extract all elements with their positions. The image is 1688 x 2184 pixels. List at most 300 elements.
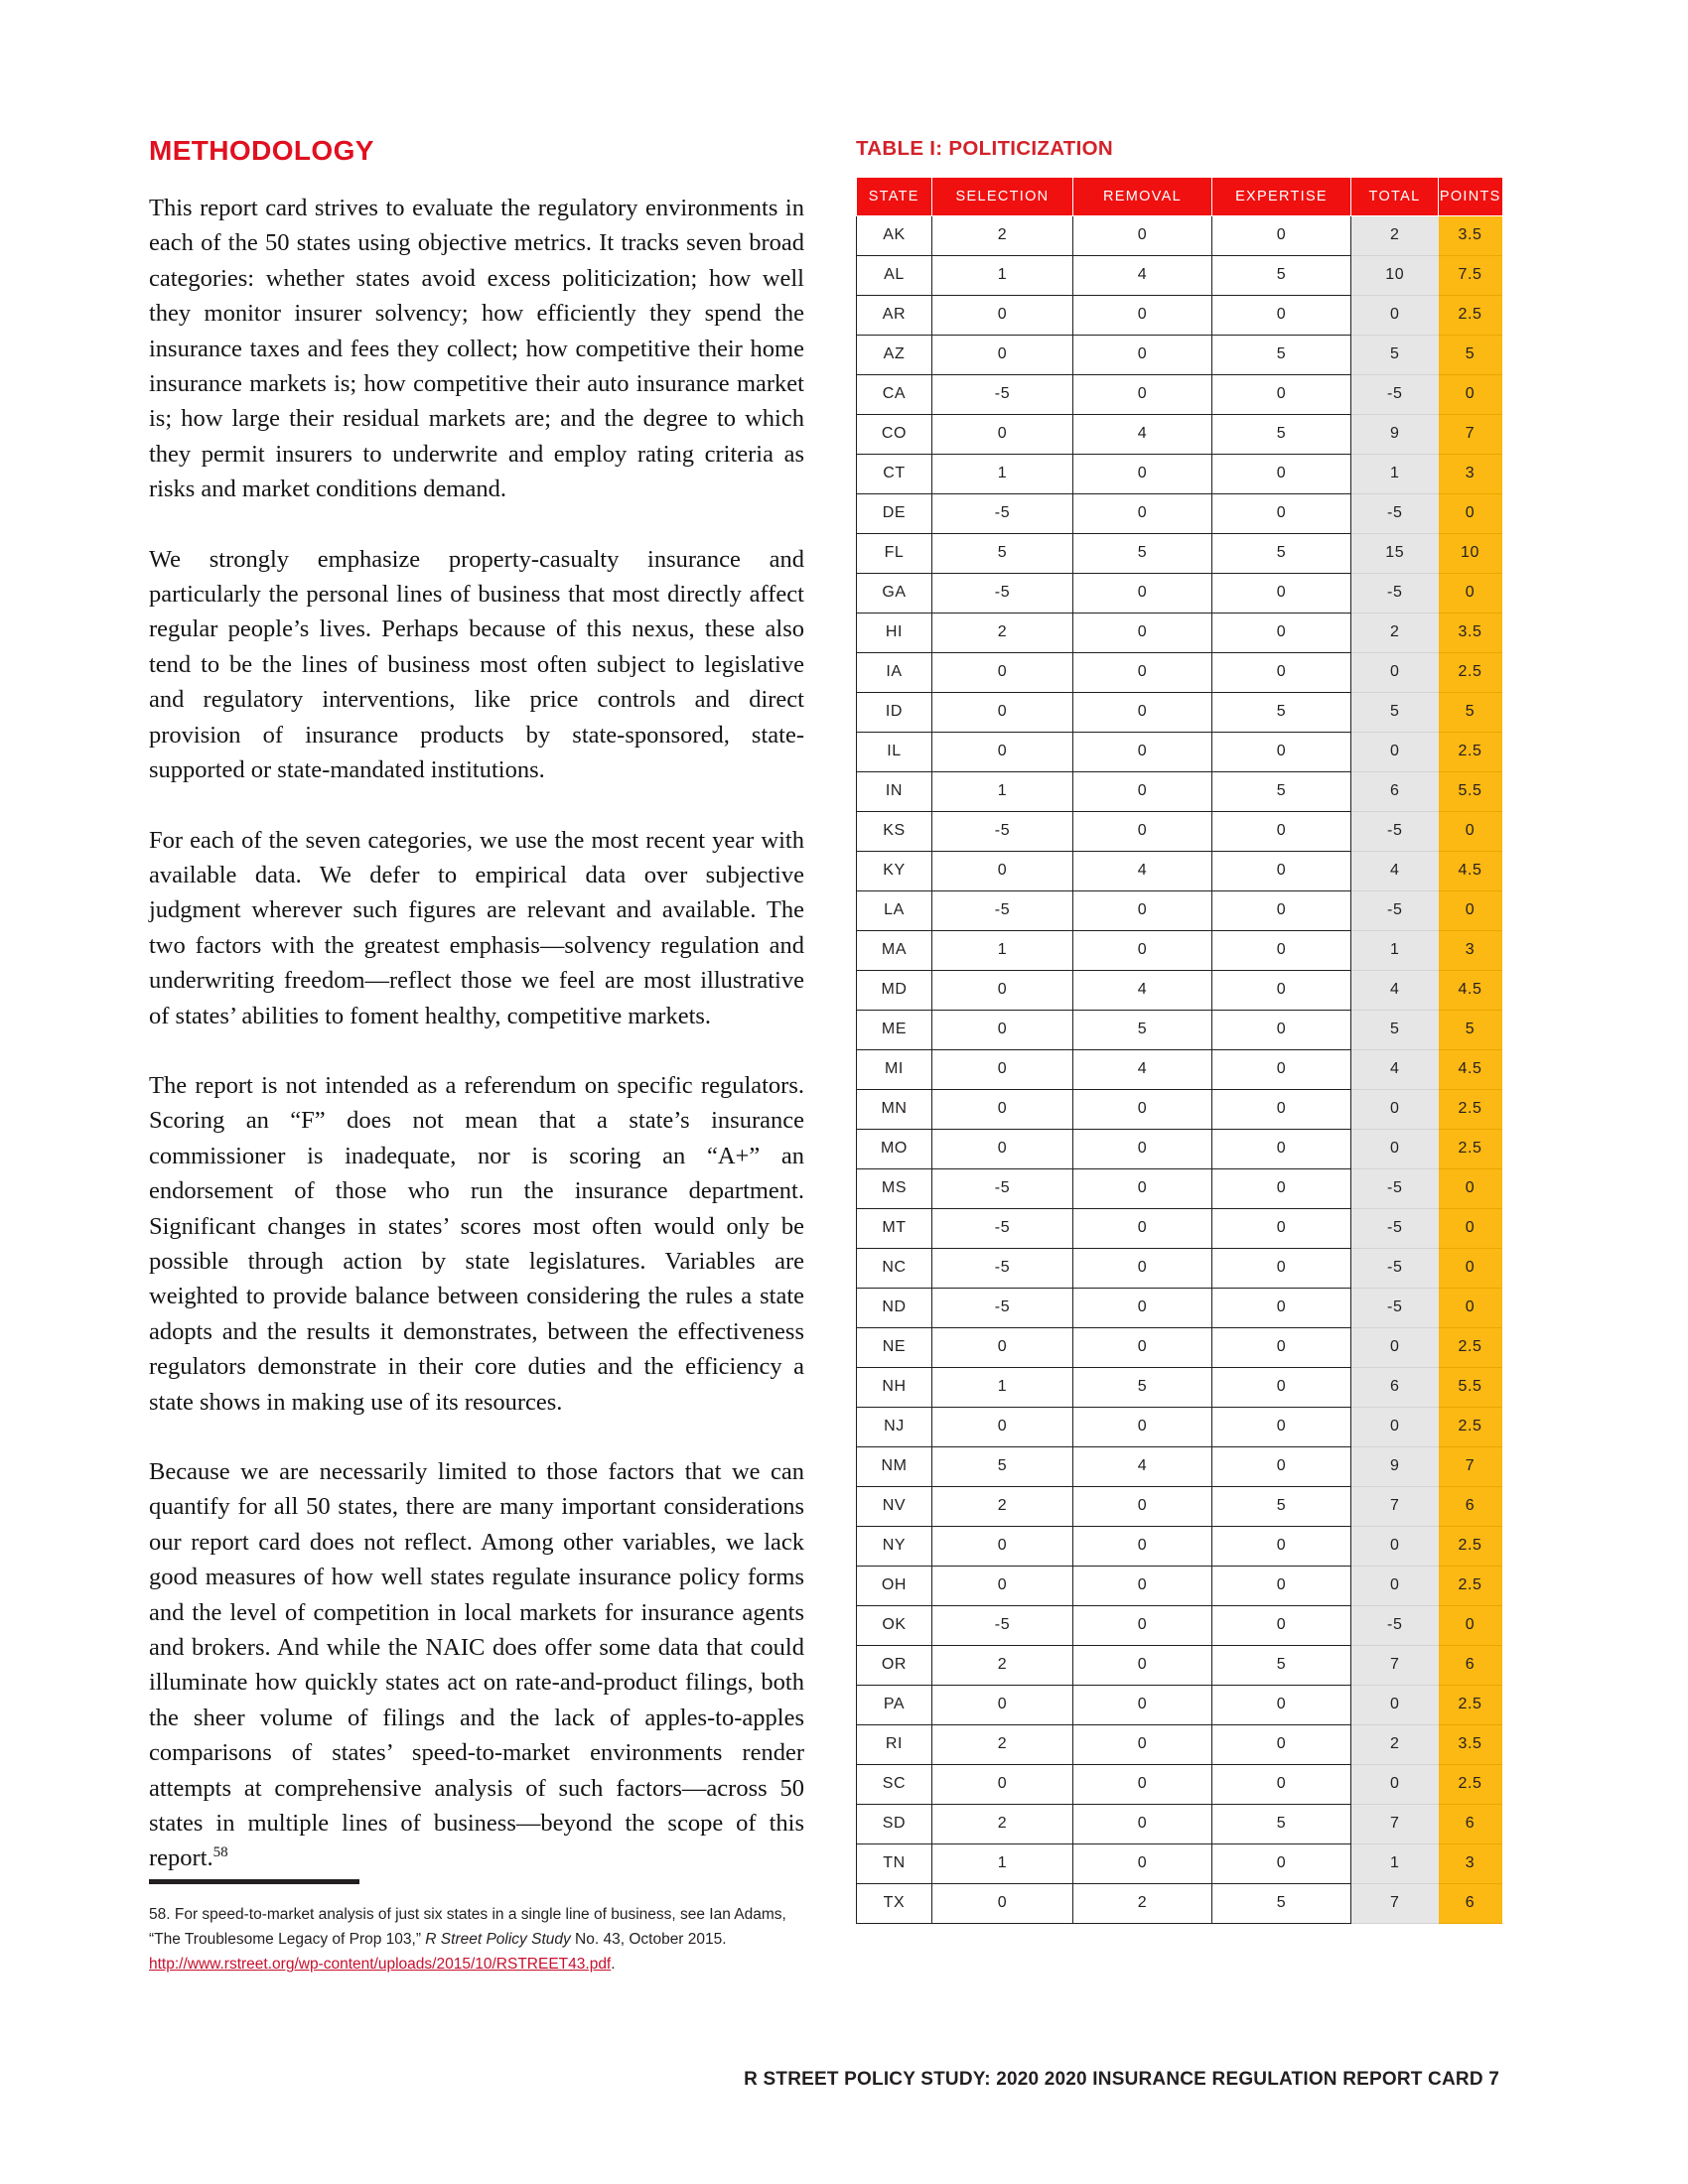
cell-total: 4 [1351, 851, 1439, 890]
paragraph-5 [149, 1454, 804, 1876]
cell-points: 0 [1439, 493, 1502, 533]
cell-points: 5 [1439, 335, 1502, 374]
table-row [857, 652, 1502, 692]
cell-total: 0 [1351, 1566, 1439, 1605]
cell-total: 4 [1351, 970, 1439, 1010]
cell-total: 2 [1351, 613, 1439, 652]
cell-total: -5 [1351, 1605, 1439, 1645]
cell-selection: 0 [932, 1883, 1073, 1923]
cell-expertise: 5 [1212, 771, 1351, 811]
table-row [857, 454, 1502, 493]
cell-removal: 0 [1073, 1605, 1212, 1645]
cell-state: TN [857, 1843, 932, 1883]
cell-total: 0 [1351, 1089, 1439, 1129]
cell-removal: 5 [1073, 1010, 1212, 1049]
cell-points: 5.5 [1439, 771, 1502, 811]
cell-selection: 0 [932, 732, 1073, 771]
table-row [857, 1010, 1502, 1049]
cell-expertise: 0 [1212, 1168, 1351, 1208]
cell-removal: 0 [1073, 1129, 1212, 1168]
table-row [857, 493, 1502, 533]
cell-state: NM [857, 1446, 932, 1486]
cell-selection: 2 [932, 1645, 1073, 1685]
cell-removal: 0 [1073, 771, 1212, 811]
paragraph-3: For each of the seven categories, we use the most recent year with available data. We defer to empirical data over subjective judgment wherever such figures are relevant and available. The two factors with the greatest emphasis—solvency regulation and underwriting freedom—reflect those we feel are most illustrative of states’ abilities to foment healthy, competitive markets. [149, 826, 804, 1029]
cell-removal: 0 [1073, 692, 1212, 732]
cell-expertise: 0 [1212, 1129, 1351, 1168]
column-header-expertise: EXPERTISE [1212, 178, 1351, 216]
cell-removal: 4 [1073, 414, 1212, 454]
cell-total: 5 [1351, 1010, 1439, 1049]
cell-total: 5 [1351, 692, 1439, 732]
cell-total: -5 [1351, 811, 1439, 851]
cell-points: 4.5 [1439, 970, 1502, 1010]
cell-state: AL [857, 255, 932, 295]
politicization-table [856, 178, 1502, 1924]
cell-removal: 0 [1073, 335, 1212, 374]
cell-points: 0 [1439, 1248, 1502, 1288]
cell-state: OH [857, 1566, 932, 1605]
cell-total: -5 [1351, 1288, 1439, 1327]
table-row [857, 851, 1502, 890]
table-row [857, 1724, 1502, 1764]
footnote-marker: 58 [212, 1844, 228, 1861]
cell-removal: 4 [1073, 1446, 1212, 1486]
cell-selection: 1 [932, 454, 1073, 493]
table-body [857, 215, 1502, 1923]
cell-removal: 0 [1073, 1526, 1212, 1566]
cell-selection: 5 [932, 1446, 1073, 1486]
footnote-divider [149, 1879, 359, 1884]
cell-expertise: 5 [1212, 335, 1351, 374]
table-row [857, 1367, 1502, 1407]
cell-state: CA [857, 374, 932, 414]
cell-expertise: 0 [1212, 295, 1351, 335]
cell-expertise: 0 [1212, 1089, 1351, 1129]
page-footer: R STREET POLICY STUDY: 2020 2020 INSURANCE REGULATION REPORT CARD 7 [744, 2069, 1499, 2090]
cell-selection: -5 [932, 1288, 1073, 1327]
cell-state: KS [857, 811, 932, 851]
column-header-points: POINTS [1439, 178, 1502, 216]
cell-removal: 0 [1073, 1288, 1212, 1327]
footnote-link[interactable]: http://www.rstreet.org/wp-content/uploads/2015/10/RSTREET43.pdf [149, 1956, 612, 1973]
table-row [857, 1288, 1502, 1327]
cell-expertise: 0 [1212, 930, 1351, 970]
cell-removal: 0 [1073, 1685, 1212, 1724]
cell-points: 2.5 [1439, 295, 1502, 335]
cell-points: 3 [1439, 1843, 1502, 1883]
cell-expertise: 0 [1212, 1049, 1351, 1089]
cell-expertise: 0 [1212, 1843, 1351, 1883]
cell-removal: 0 [1073, 1407, 1212, 1446]
paragraph-4: The report is not intended as a referendum on specific regulators. Scoring an “F” does not mean that a state’s insurance commissioner is inadequate, nor is scoring an “A+” an endorsement of those who run the insurance department. Significant changes in states’ scores most often would only be possible through action by state legislatures. Variables are weighted to provide balance between considering the rules a state adopts and the results it demonstrates, between the effectiveness regulators demonstrate in their core duties and the efficiency a state shows in making use of its resources. [149, 1071, 804, 1416]
table-header-row [857, 178, 1502, 216]
cell-selection: 0 [932, 335, 1073, 374]
table-row [857, 1248, 1502, 1288]
cell-total: 1 [1351, 454, 1439, 493]
cell-state: SD [857, 1804, 932, 1843]
cell-expertise: 0 [1212, 1526, 1351, 1566]
cell-state: IL [857, 732, 932, 771]
cell-removal: 0 [1073, 454, 1212, 493]
table-row [857, 1486, 1502, 1526]
cell-state: TX [857, 1883, 932, 1923]
cell-points: 2.5 [1439, 1566, 1502, 1605]
cell-points: 0 [1439, 374, 1502, 414]
table-row [857, 771, 1502, 811]
cell-points: 2.5 [1439, 652, 1502, 692]
cell-expertise: 0 [1212, 493, 1351, 533]
table-row [857, 930, 1502, 970]
cell-points: 3 [1439, 454, 1502, 493]
cell-removal: 0 [1073, 652, 1212, 692]
cell-removal: 0 [1073, 811, 1212, 851]
cell-total: 0 [1351, 1526, 1439, 1566]
column-header-state: STATE [857, 178, 932, 216]
cell-expertise: 0 [1212, 613, 1351, 652]
cell-expertise: 5 [1212, 255, 1351, 295]
table-row [857, 692, 1502, 732]
cell-removal: 0 [1073, 890, 1212, 930]
cell-total: 7 [1351, 1486, 1439, 1526]
cell-selection: 0 [932, 1407, 1073, 1446]
table-row [857, 732, 1502, 771]
cell-state: MD [857, 970, 932, 1010]
cell-expertise: 0 [1212, 1288, 1351, 1327]
cell-selection: -5 [932, 374, 1073, 414]
cell-selection: -5 [932, 1248, 1073, 1288]
cell-selection: 0 [932, 1566, 1073, 1605]
cell-total: -5 [1351, 493, 1439, 533]
table-row [857, 573, 1502, 613]
cell-expertise: 0 [1212, 851, 1351, 890]
cell-points: 0 [1439, 1288, 1502, 1327]
footnote-publication-title: R Street Policy Study [425, 1931, 571, 1948]
cell-points: 2.5 [1439, 1327, 1502, 1367]
cell-selection: 2 [932, 1724, 1073, 1764]
table-row [857, 613, 1502, 652]
column-header-removal: REMOVAL [1073, 178, 1212, 216]
cell-points: 2.5 [1439, 1685, 1502, 1724]
table-row [857, 811, 1502, 851]
cell-state: NH [857, 1367, 932, 1407]
table-row [857, 215, 1502, 255]
cell-state: FL [857, 533, 932, 573]
cell-removal: 0 [1073, 215, 1212, 255]
footnote-lead: 58. For speed-to-market analysis of just six states in a single line of business, see Ian Adams, “The Troublesome Legacy of Prop 103,” [149, 1906, 786, 1948]
cell-points: 7 [1439, 1446, 1502, 1486]
cell-state: LA [857, 890, 932, 930]
cell-expertise: 0 [1212, 1407, 1351, 1446]
cell-expertise: 0 [1212, 732, 1351, 771]
cell-state: AK [857, 215, 932, 255]
cell-selection: 0 [932, 1049, 1073, 1089]
cell-state: HI [857, 613, 932, 652]
cell-removal: 0 [1073, 1089, 1212, 1129]
cell-points: 0 [1439, 890, 1502, 930]
cell-selection: 0 [932, 295, 1073, 335]
cell-selection: 2 [932, 1804, 1073, 1843]
cell-total: 7 [1351, 1883, 1439, 1923]
cell-total: 0 [1351, 1327, 1439, 1367]
cell-total: 5 [1351, 335, 1439, 374]
cell-state: NV [857, 1486, 932, 1526]
cell-expertise: 0 [1212, 811, 1351, 851]
cell-total: 2 [1351, 215, 1439, 255]
cell-removal: 0 [1073, 1486, 1212, 1526]
cell-state: DE [857, 493, 932, 533]
cell-state: PA [857, 1685, 932, 1724]
cell-state: SC [857, 1764, 932, 1804]
cell-removal: 0 [1073, 493, 1212, 533]
cell-removal: 0 [1073, 1843, 1212, 1883]
cell-state: MT [857, 1208, 932, 1248]
table-row [857, 890, 1502, 930]
footnote-after-italic: No. 43, October 2015. [570, 1931, 727, 1948]
cell-selection: 1 [932, 771, 1073, 811]
cell-selection: 2 [932, 1486, 1073, 1526]
paragraph-5-text: Because we are necessarily limited to those factors that we can quantify for all 50 states, there are many important considerations our report card does not reflect. Among other variables, we lack good measures of how well states regulate insurance policy forms and the level of competition in local markets for insurance agents and brokers. And while the NAIC does offer some data that could illuminate how quickly states act on rate-and-product filings, both the sheer volume of filings and the lack of apples-to-apples comparisons of states’ speed-to-market environments render attempts at comprehensive analysis of such factors—across 50 states in multiple lines of business—beyond the scope of this report. [149, 1458, 804, 1872]
cell-state: IA [857, 652, 932, 692]
cell-points: 2.5 [1439, 1129, 1502, 1168]
paragraph-1: This report card strives to evaluate the regulatory environments in each of the 50 states using objective metrics. It tracks seven broad categories: whether states avoid excess politicization; how well they monitor insurer solvency; how efficiently they spend the insurance taxes and fees they collect; how competitive their home insurance markets is; how competitive their auto insurance market is; how large their residual markets are; and the degree to which they permit insurers to underwrite and employ rating criteria as risks and market conditions demand. [149, 195, 804, 503]
cell-expertise: 5 [1212, 1883, 1351, 1923]
footnote-text [149, 1902, 804, 1977]
cell-state: IN [857, 771, 932, 811]
table-row [857, 1883, 1502, 1923]
table-row [857, 1764, 1502, 1804]
cell-removal: 4 [1073, 851, 1212, 890]
politicization-table-column [856, 139, 1501, 1924]
cell-selection: 0 [932, 1327, 1073, 1367]
methodology-column [149, 137, 804, 1876]
cell-total: -5 [1351, 374, 1439, 414]
cell-state: OR [857, 1645, 932, 1685]
cell-removal: 0 [1073, 1804, 1212, 1843]
cell-selection: 1 [932, 930, 1073, 970]
cell-expertise: 0 [1212, 1685, 1351, 1724]
table-row [857, 970, 1502, 1010]
cell-points: 2.5 [1439, 732, 1502, 771]
cell-expertise: 5 [1212, 1645, 1351, 1685]
cell-total: 0 [1351, 1685, 1439, 1724]
cell-expertise: 0 [1212, 1367, 1351, 1407]
cell-points: 4.5 [1439, 1049, 1502, 1089]
cell-points: 0 [1439, 811, 1502, 851]
cell-points: 2.5 [1439, 1089, 1502, 1129]
cell-state: KY [857, 851, 932, 890]
cell-state: NE [857, 1327, 932, 1367]
cell-expertise: 5 [1212, 533, 1351, 573]
cell-removal: 0 [1073, 374, 1212, 414]
cell-removal: 0 [1073, 1724, 1212, 1764]
cell-removal: 4 [1073, 1049, 1212, 1089]
cell-points: 3.5 [1439, 215, 1502, 255]
table-row [857, 1407, 1502, 1446]
cell-selection: 2 [932, 215, 1073, 255]
cell-selection: -5 [932, 811, 1073, 851]
cell-total: 10 [1351, 255, 1439, 295]
cell-expertise: 5 [1212, 414, 1351, 454]
cell-expertise: 0 [1212, 652, 1351, 692]
cell-removal: 0 [1073, 613, 1212, 652]
table-row [857, 335, 1502, 374]
cell-points: 10 [1439, 533, 1502, 573]
cell-selection: 0 [932, 1010, 1073, 1049]
cell-total: 0 [1351, 1129, 1439, 1168]
cell-points: 0 [1439, 1208, 1502, 1248]
cell-expertise: 0 [1212, 970, 1351, 1010]
table-row [857, 1645, 1502, 1685]
cell-points: 6 [1439, 1645, 1502, 1685]
cell-state: CO [857, 414, 932, 454]
cell-total: 1 [1351, 1843, 1439, 1883]
column-header-total: TOTAL [1351, 178, 1439, 216]
cell-expertise: 5 [1212, 692, 1351, 732]
cell-state: OK [857, 1605, 932, 1645]
cell-selection: -5 [932, 573, 1073, 613]
cell-total: 7 [1351, 1645, 1439, 1685]
cell-removal: 0 [1073, 1327, 1212, 1367]
cell-state: RI [857, 1724, 932, 1764]
cell-total: 9 [1351, 1446, 1439, 1486]
cell-state: CT [857, 454, 932, 493]
footnote-block [149, 1879, 804, 1977]
cell-removal: 5 [1073, 533, 1212, 573]
cell-selection: 1 [932, 1843, 1073, 1883]
cell-removal: 0 [1073, 573, 1212, 613]
cell-selection: 0 [932, 414, 1073, 454]
cell-selection: 1 [932, 1367, 1073, 1407]
cell-expertise: 5 [1212, 1804, 1351, 1843]
cell-expertise: 0 [1212, 890, 1351, 930]
cell-total: 0 [1351, 732, 1439, 771]
cell-selection: -5 [932, 890, 1073, 930]
cell-removal: 0 [1073, 930, 1212, 970]
cell-expertise: 0 [1212, 1327, 1351, 1367]
cell-expertise: 0 [1212, 1764, 1351, 1804]
cell-selection: -5 [932, 1605, 1073, 1645]
table-row [857, 374, 1502, 414]
cell-selection: 0 [932, 851, 1073, 890]
cell-state: AR [857, 295, 932, 335]
footnote-trailing: . [611, 1956, 616, 1973]
cell-total: 0 [1351, 295, 1439, 335]
cell-points: 6 [1439, 1883, 1502, 1923]
cell-state: AZ [857, 335, 932, 374]
cell-removal: 0 [1073, 1208, 1212, 1248]
cell-total: 6 [1351, 771, 1439, 811]
cell-points: 0 [1439, 1605, 1502, 1645]
cell-points: 0 [1439, 573, 1502, 613]
cell-points: 3.5 [1439, 1724, 1502, 1764]
cell-removal: 0 [1073, 1248, 1212, 1288]
cell-points: 5 [1439, 692, 1502, 732]
cell-selection: 5 [932, 533, 1073, 573]
table-row [857, 295, 1502, 335]
table-row [857, 1804, 1502, 1843]
cell-selection: 0 [932, 1685, 1073, 1724]
cell-removal: 4 [1073, 255, 1212, 295]
table-row [857, 533, 1502, 573]
table-row [857, 1526, 1502, 1566]
cell-state: MS [857, 1168, 932, 1208]
cell-points: 0 [1439, 1168, 1502, 1208]
cell-state: ND [857, 1288, 932, 1327]
table-row [857, 1089, 1502, 1129]
cell-total: 6 [1351, 1367, 1439, 1407]
cell-state: NJ [857, 1407, 932, 1446]
cell-removal: 0 [1073, 1764, 1212, 1804]
cell-points: 7 [1439, 414, 1502, 454]
cell-selection: 0 [932, 1764, 1073, 1804]
cell-removal: 0 [1073, 1645, 1212, 1685]
cell-points: 5.5 [1439, 1367, 1502, 1407]
table-row [857, 414, 1502, 454]
cell-state: MN [857, 1089, 932, 1129]
table-row [857, 1566, 1502, 1605]
cell-selection: 0 [932, 1129, 1073, 1168]
cell-total: 4 [1351, 1049, 1439, 1089]
cell-state: ID [857, 692, 932, 732]
cell-total: 0 [1351, 1764, 1439, 1804]
cell-removal: 0 [1073, 1168, 1212, 1208]
cell-removal: 5 [1073, 1367, 1212, 1407]
cell-removal: 2 [1073, 1883, 1212, 1923]
cell-points: 2.5 [1439, 1526, 1502, 1566]
cell-state: ME [857, 1010, 932, 1049]
cell-state: NY [857, 1526, 932, 1566]
cell-selection: 0 [932, 692, 1073, 732]
table-row [857, 1843, 1502, 1883]
column-header-selection: SELECTION [932, 178, 1073, 216]
cell-expertise: 0 [1212, 1446, 1351, 1486]
table-row [857, 1049, 1502, 1089]
table-row [857, 1446, 1502, 1486]
cell-expertise: 0 [1212, 374, 1351, 414]
cell-expertise: 5 [1212, 1486, 1351, 1526]
cell-state: GA [857, 573, 932, 613]
cell-state: MI [857, 1049, 932, 1089]
cell-total: 9 [1351, 414, 1439, 454]
cell-state: NC [857, 1248, 932, 1288]
cell-total: 0 [1351, 1407, 1439, 1446]
table-row [857, 1129, 1502, 1168]
table-row [857, 1327, 1502, 1367]
cell-total: 0 [1351, 652, 1439, 692]
cell-removal: 0 [1073, 1566, 1212, 1605]
cell-selection: 0 [932, 1089, 1073, 1129]
cell-total: -5 [1351, 1248, 1439, 1288]
cell-expertise: 0 [1212, 215, 1351, 255]
table-header [857, 178, 1502, 216]
cell-expertise: 0 [1212, 1208, 1351, 1248]
cell-points: 4.5 [1439, 851, 1502, 890]
cell-expertise: 0 [1212, 1605, 1351, 1645]
cell-removal: 4 [1073, 970, 1212, 1010]
cell-expertise: 0 [1212, 1724, 1351, 1764]
table-title: TABLE I: POLITICIZATION [856, 137, 1113, 160]
table-row [857, 1208, 1502, 1248]
table-row [857, 1605, 1502, 1645]
cell-points: 6 [1439, 1804, 1502, 1843]
cell-selection: 0 [932, 970, 1073, 1010]
cell-points: 2.5 [1439, 1407, 1502, 1446]
cell-selection: 0 [932, 1526, 1073, 1566]
cell-total: -5 [1351, 1208, 1439, 1248]
cell-state: MA [857, 930, 932, 970]
cell-total: -5 [1351, 890, 1439, 930]
